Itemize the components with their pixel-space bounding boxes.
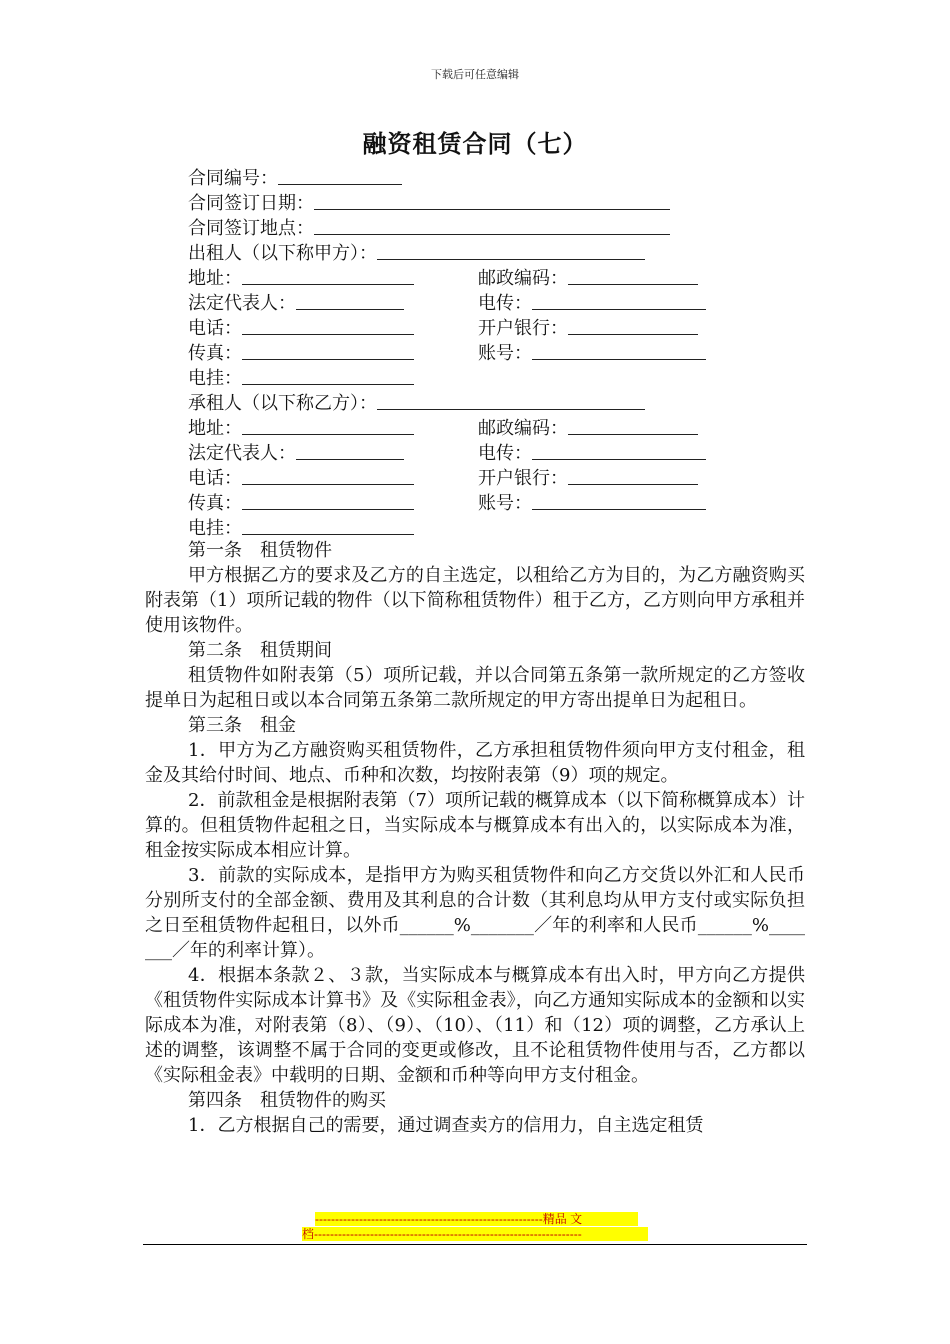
blank-line[interactable] bbox=[242, 416, 414, 435]
blank-line[interactable] bbox=[314, 216, 670, 235]
field-row bbox=[188, 491, 808, 516]
field-label: 合同签订日期： bbox=[188, 193, 314, 214]
field-label: 合同编号： bbox=[188, 168, 278, 189]
blank-line[interactable] bbox=[242, 341, 414, 360]
blank-line[interactable] bbox=[532, 441, 706, 460]
field-row bbox=[188, 266, 808, 291]
field-row bbox=[188, 391, 808, 416]
blank-line[interactable] bbox=[278, 166, 402, 185]
field-row bbox=[188, 316, 808, 341]
field-label: 电传： bbox=[478, 293, 532, 314]
field-label: 开户银行： bbox=[478, 468, 568, 489]
field-row bbox=[188, 191, 808, 216]
blank-line[interactable] bbox=[532, 341, 706, 360]
field-row bbox=[188, 441, 808, 466]
field-label: 法定代表人： bbox=[188, 293, 296, 314]
field-label: 邮政编码： bbox=[478, 268, 568, 289]
party-info-fields bbox=[188, 166, 808, 541]
clause-paragraph: 1．乙方根据自己的需要，通过调查卖方的信用力，自主选定租赁 bbox=[188, 1115, 704, 1136]
clause-paragraph: 租赁物件如附表第（5）项所记载，并以合同第五条第一款所规定的乙方签收提单日为起租日或以本合同第五条第二款所规定的甲方寄出提单日为起租日。 bbox=[145, 665, 805, 711]
clause-paragraph: 3．前款的实际成本，是指甲方为购买租赁物件和向乙方交货以外汇和人民币分别所支付的全部金额、费用及其利息的合计数（其利息均从甲方支付或实际负担之日至租赁物件起租日，以外币______%_______／年的利率和人民币______%_______／年的利率计算）。 bbox=[145, 865, 805, 961]
blank-line[interactable] bbox=[296, 291, 404, 310]
blank-line[interactable] bbox=[242, 466, 414, 485]
field-row bbox=[188, 216, 808, 241]
field-label: 承租人（以下称乙方）： bbox=[188, 393, 377, 414]
field-label: 出租人（以下称甲方）： bbox=[188, 243, 377, 264]
footer-line-2: 档------------------------------------------------------------------- bbox=[302, 1227, 648, 1241]
article-heading: 第一条 租赁物件 bbox=[188, 540, 332, 561]
article-heading: 第四条 租赁物件的购买 bbox=[188, 1090, 386, 1111]
field-label: 地址： bbox=[188, 268, 242, 289]
field-label: 电话： bbox=[188, 318, 242, 339]
blank-line[interactable] bbox=[242, 366, 414, 385]
field-label: 账号： bbox=[478, 343, 532, 364]
blank-line[interactable] bbox=[242, 516, 414, 535]
blank-line[interactable] bbox=[377, 241, 645, 260]
article-heading: 第三条 租金 bbox=[188, 715, 296, 736]
blank-line[interactable] bbox=[296, 441, 404, 460]
blank-line[interactable] bbox=[242, 266, 414, 285]
field-row bbox=[188, 366, 808, 391]
field-label: 电话： bbox=[188, 468, 242, 489]
article-heading: 第二条 租赁期间 bbox=[188, 640, 332, 661]
field-label: 合同签订地点： bbox=[188, 218, 314, 239]
page-bottom-rule bbox=[143, 1244, 807, 1245]
field-label: 账号： bbox=[478, 493, 532, 514]
contract-body bbox=[145, 538, 805, 1138]
field-label: 传真： bbox=[188, 493, 242, 514]
blank-line[interactable] bbox=[532, 491, 706, 510]
clause-paragraph: 4．根据本条款２、３款，当实际成本与概算成本有出入时，甲方向乙方提供《租赁物件实际成本计算书》及《实际租金表》，向乙方通知实际成本的金额和以实际成本为准，对附表第（8）、（9）、（10）、（11）和（12）项的调整，乙方承认上述的调整，该调整不属于合同的变更或修改，且不论租赁物件使用与否，乙方都以《实际租金表》中载明的日期、金额和币种等向甲方支付租金。 bbox=[145, 965, 805, 1086]
field-row bbox=[188, 166, 808, 191]
field-label: 电挂： bbox=[188, 518, 242, 539]
field-row bbox=[188, 241, 808, 266]
footer-line-1: ---------------------------------------------------------精品 文 bbox=[315, 1212, 638, 1226]
blank-line[interactable] bbox=[568, 416, 698, 435]
field-row bbox=[188, 416, 808, 441]
clause-paragraph: 1．甲方为乙方融资购买租赁物件，乙方承担租赁物件须向甲方支付租金，租金及其给付时间、地点、币种和次数，均按附表第（9）项的规定。 bbox=[145, 740, 805, 786]
field-label: 传真： bbox=[188, 343, 242, 364]
field-row bbox=[188, 466, 808, 491]
blank-line[interactable] bbox=[568, 266, 698, 285]
blank-line[interactable] bbox=[242, 491, 414, 510]
field-label: 电挂： bbox=[188, 368, 242, 389]
clause-paragraph: 甲方根据乙方的要求及乙方的自主选定，以租给乙方为目的，为乙方融资购买附表第（1）项所记载的物件（以下简称租赁物件）租于乙方，乙方则向甲方承租并使用该物件。 bbox=[145, 565, 805, 636]
contract-title: 融资租赁合同（七） bbox=[362, 129, 588, 158]
field-label: 法定代表人： bbox=[188, 443, 296, 464]
blank-line[interactable] bbox=[314, 191, 670, 210]
blank-line[interactable] bbox=[568, 316, 698, 335]
blank-line[interactable] bbox=[242, 316, 414, 335]
field-label: 电传： bbox=[478, 443, 532, 464]
field-row bbox=[188, 341, 808, 366]
blank-line[interactable] bbox=[377, 391, 645, 410]
field-label: 地址： bbox=[188, 418, 242, 439]
header-note: 下载后可任意编辑 bbox=[431, 68, 519, 81]
blank-line[interactable] bbox=[532, 291, 706, 310]
blank-line[interactable] bbox=[568, 466, 698, 485]
field-label: 邮政编码： bbox=[478, 418, 568, 439]
field-label: 开户银行： bbox=[478, 318, 568, 339]
field-row bbox=[188, 291, 808, 316]
clause-paragraph: 2．前款租金是根据附表第（7）项所记载的概算成本（以下简称概算成本）计算的。但租赁物件起租之日，当实际成本与概算成本有出入的，以实际成本为准，租金按实际成本相应计算。 bbox=[145, 790, 805, 861]
